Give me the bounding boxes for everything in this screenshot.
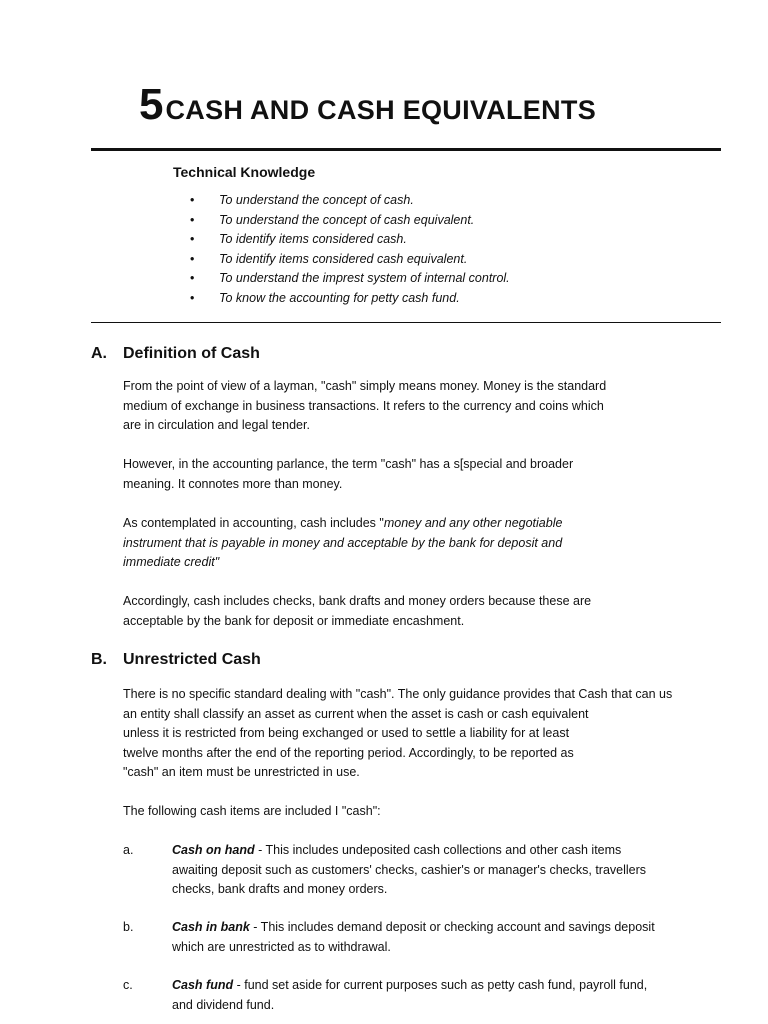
item-letter: a. [123,843,134,857]
paragraph-line: Accordingly, cash includes checks, bank drafts and money orders because these are [123,594,592,608]
chapter-title-text: CASH AND CASH EQUIVALENTS [165,95,597,125]
section-title: Definition of Cash [123,345,260,362]
objective-text: To identify items considered cash equivalent. [219,251,468,266]
item-letter: b. [123,920,134,934]
item-text: - fund set aside for current purposes such as petty cash fund, payroll fund, [233,978,648,992]
section-b-heading [91,651,261,669]
section-a-paragraph-2 [123,455,683,494]
section-title: Unrestricted Cash [123,651,261,668]
item-line: awaiting deposit such as customers' checks, cashier's or manager's checks, travellers [172,862,647,877]
item-body [172,918,712,957]
item-text: - This includes undeposited cash collections and other cash items [254,843,622,857]
item-line: which are unrestricted as to withdrawal. [172,939,391,954]
paragraph-line: are in circulation and legal tender. [123,418,310,432]
objective-text: To understand the concept of cash equivalent. [219,212,475,227]
section-divider [91,322,721,323]
definition-quote: money and any other negotiable [383,516,563,530]
item-body [172,976,712,1015]
item-term: Cash fund [172,978,234,992]
section-a-paragraph-4 [123,592,683,631]
section-letter: B. [91,651,107,668]
item-letter: c. [123,978,133,992]
objective-text: To understand the concept of cash. [219,193,414,207]
item-term: Cash on hand [172,843,255,857]
item-body [172,841,712,900]
paragraph-line [123,534,683,554]
paragraph-line: There is no specific standard dealing with "cash". The only guidance provides that Cash that can us [123,687,673,701]
paragraph-line: However, in the accounting parlance, the term "cash" has a s[special and broader [123,457,574,471]
section-a-paragraph-3 [123,514,683,573]
paragraph-line: acceptable by the bank for deposit or immediate encashment. [123,613,465,628]
paragraph-line [123,553,683,573]
chapter-number: 5 [139,80,164,129]
objective-text: To know the accounting for petty cash fund. [219,290,460,305]
item-line [172,841,712,861]
item-line [172,918,712,938]
definition-quote: instrument that is payable in money and acceptable by the bank for deposit and [123,535,563,550]
section-letter: A. [91,345,107,362]
objective-text: To identify items considered cash. [219,232,407,246]
item-text: - This includes demand deposit or checking account and savings deposit [249,920,655,934]
bullet-icon: • [190,251,195,266]
item-line [172,976,712,996]
bullet-icon: • [190,290,195,305]
bullet-icon: • [190,212,195,227]
title-divider [91,148,721,151]
paragraph-line [123,514,683,534]
chapter-title [139,80,596,130]
paragraph-text: As contemplated in accounting, cash includes " [123,516,384,530]
paragraph-line: "cash" an item must be unrestricted in use. [123,765,360,779]
section-b-paragraph-2 [123,802,683,822]
item-line: checks, bank drafts and money orders. [172,882,388,896]
section-a-paragraph-1 [123,377,683,436]
section-b-paragraph-1 [123,685,744,783]
bullet-icon: • [190,193,195,207]
paragraph-line: twelve months after the end of the reporting period. Accordingly, to be reported as [123,745,574,760]
paragraph-line: an entity shall classify an asset as current when the asset is cash or cash equivalent [123,706,589,721]
technical-knowledge-heading: Technical Knowledge [173,164,316,180]
paragraph-line: unless it is restricted from being exchanged or used to settle a liability for at least [123,726,570,740]
section-a-heading [91,345,260,363]
paragraph-line: medium of exchange in business transactions. It refers to the currency and coins which [123,398,604,413]
objective-text: To understand the imprest system of internal control. [219,271,510,285]
item-term: Cash in bank [172,920,250,934]
bullet-icon: • [190,271,195,285]
item-line: and dividend fund. [172,997,275,1012]
definition-quote: immediate credit" [123,555,220,569]
paragraph-line: meaning. It connotes more than money. [123,476,343,491]
paragraph-line: The following cash items are included I "cash": [123,804,381,818]
paragraph-line: From the point of view of a layman, "cash" simply means money. Money is the standard [123,379,607,393]
bullet-icon: • [190,232,195,246]
